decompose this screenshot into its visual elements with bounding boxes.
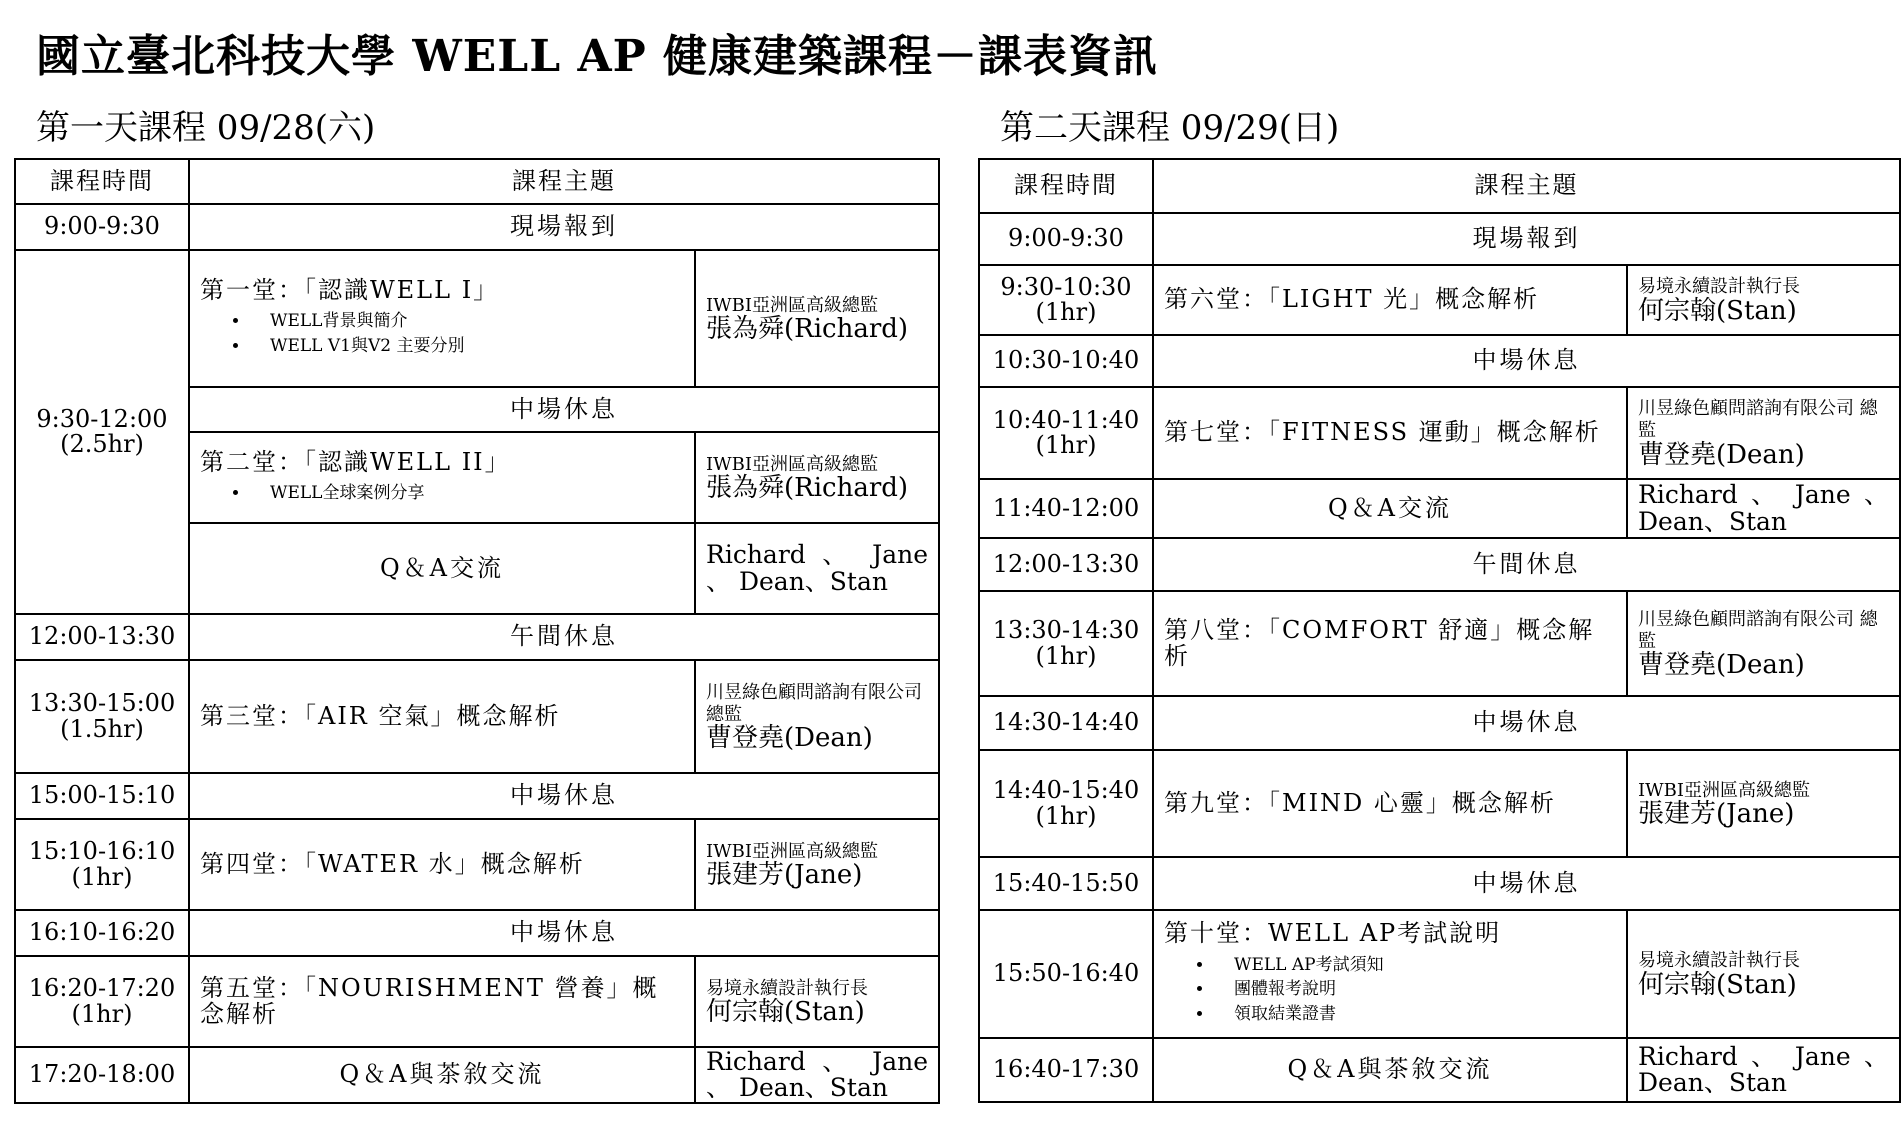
- speaker-name: 張為舜(Richard): [706, 314, 909, 345]
- speaker-cell: [1627, 265, 1900, 335]
- event-cell: 現場報到: [189, 204, 939, 250]
- time-cell: 15:40-15:50: [979, 857, 1153, 910]
- speaker-cell: [1627, 591, 1900, 696]
- table-row: [15, 819, 939, 910]
- time-cell: 14:30-14:40: [979, 696, 1153, 750]
- table-row: [979, 750, 1900, 857]
- speaker-cell: [695, 956, 939, 1047]
- speaker-cell: Richard 、 Jane 、 Dean、Stan: [695, 523, 939, 614]
- speaker-name: 何宗翰(Stan): [706, 997, 865, 1028]
- event-cell: 中場休息: [189, 910, 939, 956]
- speaker-role: IWBI亞洲區高級總監: [706, 453, 878, 475]
- event-cell: 中場休息: [1153, 335, 1900, 387]
- event-cell: 中場休息: [189, 387, 939, 432]
- table-row: [979, 910, 1900, 1038]
- table-row: [979, 857, 1900, 910]
- topic-cell: 第九堂：「MIND 心靈」概念解析: [1153, 750, 1627, 857]
- table-row: [15, 204, 939, 250]
- speaker-cell: [1627, 750, 1900, 857]
- time-cell: 9:00-9:30: [979, 213, 1153, 265]
- table-row: [15, 773, 939, 819]
- bullet-item: • 領取結業證書: [1214, 1002, 1616, 1027]
- time-cell: [15, 660, 189, 773]
- event-cell: 中場休息: [1153, 696, 1900, 750]
- lesson-title: 第一堂：「認識WELL I」: [200, 276, 500, 305]
- table-row: [979, 1038, 1900, 1102]
- page-title: 國立臺北科技大學 WELL AP 健康建築課程－課表資訊: [36, 31, 1159, 82]
- speaker-role: IWBI亞洲區高級總監: [706, 294, 878, 316]
- speaker-role: IWBI亞洲區高級總監: [706, 840, 878, 862]
- speaker-name: 張為舜(Richard): [706, 473, 909, 504]
- time-range: 13:30-15:00 (1.5hr): [28, 689, 176, 743]
- table-row: [979, 335, 1900, 387]
- time-cell: 15:50-16:40: [979, 910, 1153, 1038]
- table-row: [15, 660, 939, 773]
- time-cell: 15:00-15:10: [15, 773, 189, 819]
- topic-bullets: [200, 309, 684, 358]
- table-row: [979, 479, 1900, 538]
- speaker-name: 曹登堯(Dean): [706, 723, 873, 754]
- speaker-role: 易境永續設計執行長: [1638, 276, 1800, 298]
- speaker-role: IWBI亞洲區高級總監: [1638, 779, 1810, 801]
- day2-schedule-table: [978, 158, 1901, 1103]
- speaker-cell: [695, 660, 939, 773]
- topic-cell: 第三堂：「AIR 空氣」概念解析: [189, 660, 695, 773]
- header-topic: 課程主題: [189, 159, 939, 204]
- time-cell: 17:20-18:00: [15, 1047, 189, 1103]
- event-cell: 中場休息: [1153, 857, 1900, 910]
- time-range: 9:30-12:00 (2.5hr): [36, 404, 168, 458]
- bullet-item: • WELL背景與簡介: [250, 309, 684, 334]
- time-cell: 12:00-13:30: [979, 538, 1153, 591]
- speaker-role: 川昱綠色顧問諮詢有限公司 總監: [706, 681, 922, 725]
- header-time: 課程時間: [979, 159, 1153, 213]
- topic-cell: 第八堂：「COMFORT 舒適」概念解析: [1153, 591, 1627, 696]
- topic-cell: Q＆A與茶敘交流: [1153, 1038, 1627, 1102]
- time-cell: [15, 819, 189, 910]
- speaker-name: 曹登堯(Dean): [1638, 439, 1805, 470]
- topic-bullets: [1164, 953, 1616, 1027]
- table-row: [979, 387, 1900, 479]
- time-range: 15:10-16:10 (1hr): [28, 837, 176, 891]
- table-row: [979, 265, 1900, 335]
- header-time: 課程時間: [15, 159, 189, 204]
- topic-cell: 第四堂：「WATER 水」概念解析: [189, 819, 695, 910]
- bullet-item: • WELL V1與V2 主要分別: [250, 334, 684, 359]
- table-row: [15, 1047, 939, 1103]
- time-cell: [979, 265, 1153, 335]
- time-cell: 9:00-9:30: [15, 204, 189, 250]
- speaker-name: 何宗翰(Stan): [1638, 969, 1797, 1000]
- event-cell: 中場休息: [189, 773, 939, 819]
- topic-cell: 第六堂：「LIGHT 光」概念解析: [1153, 265, 1627, 335]
- speaker-role: 川昱綠色顧問諮詢有限公司 總監: [1638, 608, 1878, 652]
- speaker-cell: [1627, 910, 1900, 1038]
- table-row: [979, 538, 1900, 591]
- speaker-name: 張建芳(Jane): [1638, 799, 1795, 830]
- day2-heading: 第二天課程 09/29(日): [1000, 108, 1340, 148]
- speaker-cell: Richard 、 Jane 、 Dean、Stan: [1627, 1038, 1900, 1102]
- time-cell: 11:40-12:00: [979, 479, 1153, 538]
- time-cell: 16:40-17:30: [979, 1038, 1153, 1102]
- time-range: 13:30-14:30 (1hr): [992, 616, 1140, 670]
- topic-cell: Q＆A交流: [189, 523, 695, 614]
- topic-cell: Q＆A與茶敘交流: [189, 1047, 695, 1103]
- event-cell: 午間休息: [189, 614, 939, 660]
- topic-bullets: [200, 481, 684, 506]
- event-cell: 午間休息: [1153, 538, 1900, 591]
- topic-cell: [1153, 910, 1627, 1038]
- header-topic: 課程主題: [1153, 159, 1900, 213]
- table-header-row: [979, 159, 1900, 213]
- speaker-cell: Richard 、 Jane 、 Dean、Stan: [1627, 479, 1900, 538]
- time-cell: [15, 956, 189, 1047]
- speaker-role: 易境永續設計執行長: [706, 977, 868, 999]
- event-cell: 現場報到: [1153, 213, 1900, 265]
- speaker-role: 川昱綠色顧問諮詢有限公司 總監: [1638, 398, 1878, 441]
- table-row: [15, 614, 939, 660]
- time-cell: [979, 591, 1153, 696]
- speaker-cell: [1627, 387, 1900, 479]
- table-header-row: [15, 159, 939, 204]
- day1-heading: 第一天課程 09/28(六): [36, 108, 376, 148]
- time-range: 16:20-17:20 (1hr): [28, 974, 176, 1028]
- lesson-title: 第二堂：「認識WELL II」: [200, 447, 511, 476]
- table-row: [979, 213, 1900, 265]
- time-cell: [15, 250, 189, 614]
- table-row: [15, 910, 939, 956]
- topic-cell: [189, 432, 695, 523]
- speaker-cell: Richard 、 Jane 、 Dean、Stan: [695, 1047, 939, 1103]
- topic-cell: 第七堂：「FITNESS 運動」概念解析: [1153, 387, 1627, 479]
- time-cell: [979, 387, 1153, 479]
- speaker-name: 張建芳(Jane): [706, 860, 863, 891]
- speaker-name: 何宗翰(Stan): [1638, 295, 1797, 326]
- speaker-cell: [695, 819, 939, 910]
- speaker-cell: [695, 250, 939, 387]
- time-cell: 10:30-10:40: [979, 335, 1153, 387]
- bullet-item: • WELL全球案例分享: [250, 481, 684, 506]
- lesson-title: 第十堂：WELL AP考試說明: [1164, 919, 1502, 948]
- bullet-item: • 團體報考說明: [1214, 977, 1616, 1002]
- topic-cell: 第五堂：「NOURISHMENT 營養」概念解析: [189, 956, 695, 1047]
- time-cell: 12:00-13:30: [15, 614, 189, 660]
- time-cell: [979, 750, 1153, 857]
- speaker-cell: [695, 432, 939, 523]
- table-row: [979, 696, 1900, 750]
- speaker-role: 易境永續設計執行長: [1638, 950, 1800, 972]
- time-range: 14:40-15:40 (1hr): [992, 776, 1140, 830]
- topic-cell: [189, 250, 695, 387]
- speaker-name: 曹登堯(Dean): [1638, 650, 1805, 681]
- topic-cell: Q＆A交流: [1153, 479, 1627, 538]
- bullet-item: • WELL AP考試須知: [1214, 953, 1616, 978]
- table-row: [15, 250, 939, 387]
- time-cell: 16:10-16:20: [15, 910, 189, 956]
- table-row: [15, 956, 939, 1047]
- day1-schedule-table: [14, 158, 940, 1104]
- time-range: 10:40-11:40 (1hr): [992, 405, 1140, 459]
- table-row: [979, 591, 1900, 696]
- time-range: 9:30-10:30 (1hr): [1000, 272, 1132, 326]
